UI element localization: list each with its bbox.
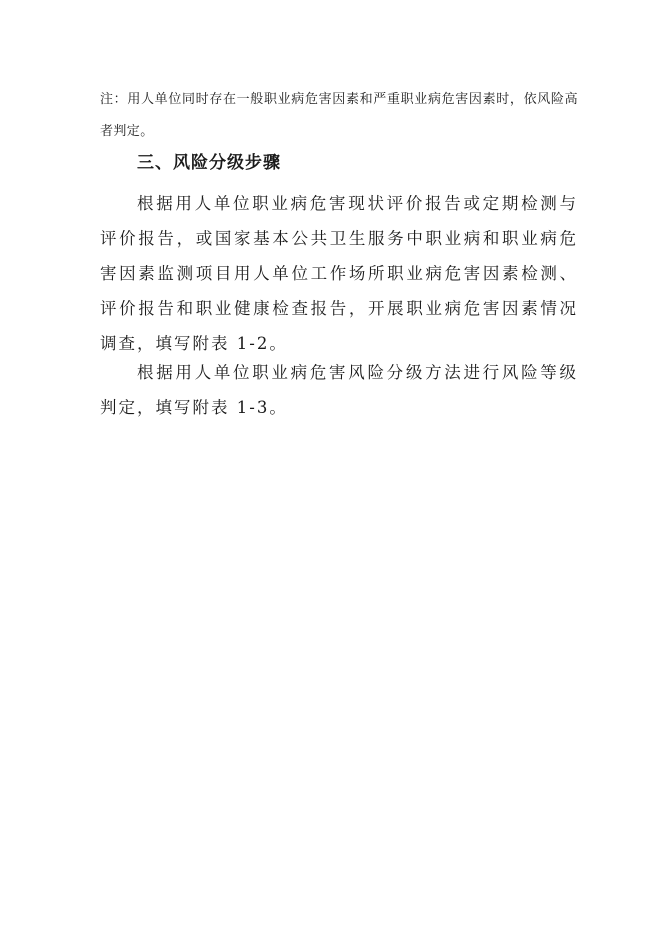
- paragraph-data-sources: 根据用人单位职业病危害现状评价报告或定期检测与评价报告，或国家基本公共卫生服务中职业病和职业病危害因素监测项目用人单位工作场所职业病危害因素检测、评价报告和职业健康检查报告，开展职业病危害因素情况调查，填写附表 1-2。: [100, 194, 578, 353]
- table-note: 注：用人单位同时存在一般职业病危害因素和严重职业病危害因素时，依风险高者判定。: [100, 92, 578, 139]
- paragraph-risk-determination: 根据用人单位职业病危害风险分级方法进行风险等级判定，填写附表 1-3。: [100, 363, 578, 417]
- section-heading: 三、风险分级步骤: [137, 153, 281, 173]
